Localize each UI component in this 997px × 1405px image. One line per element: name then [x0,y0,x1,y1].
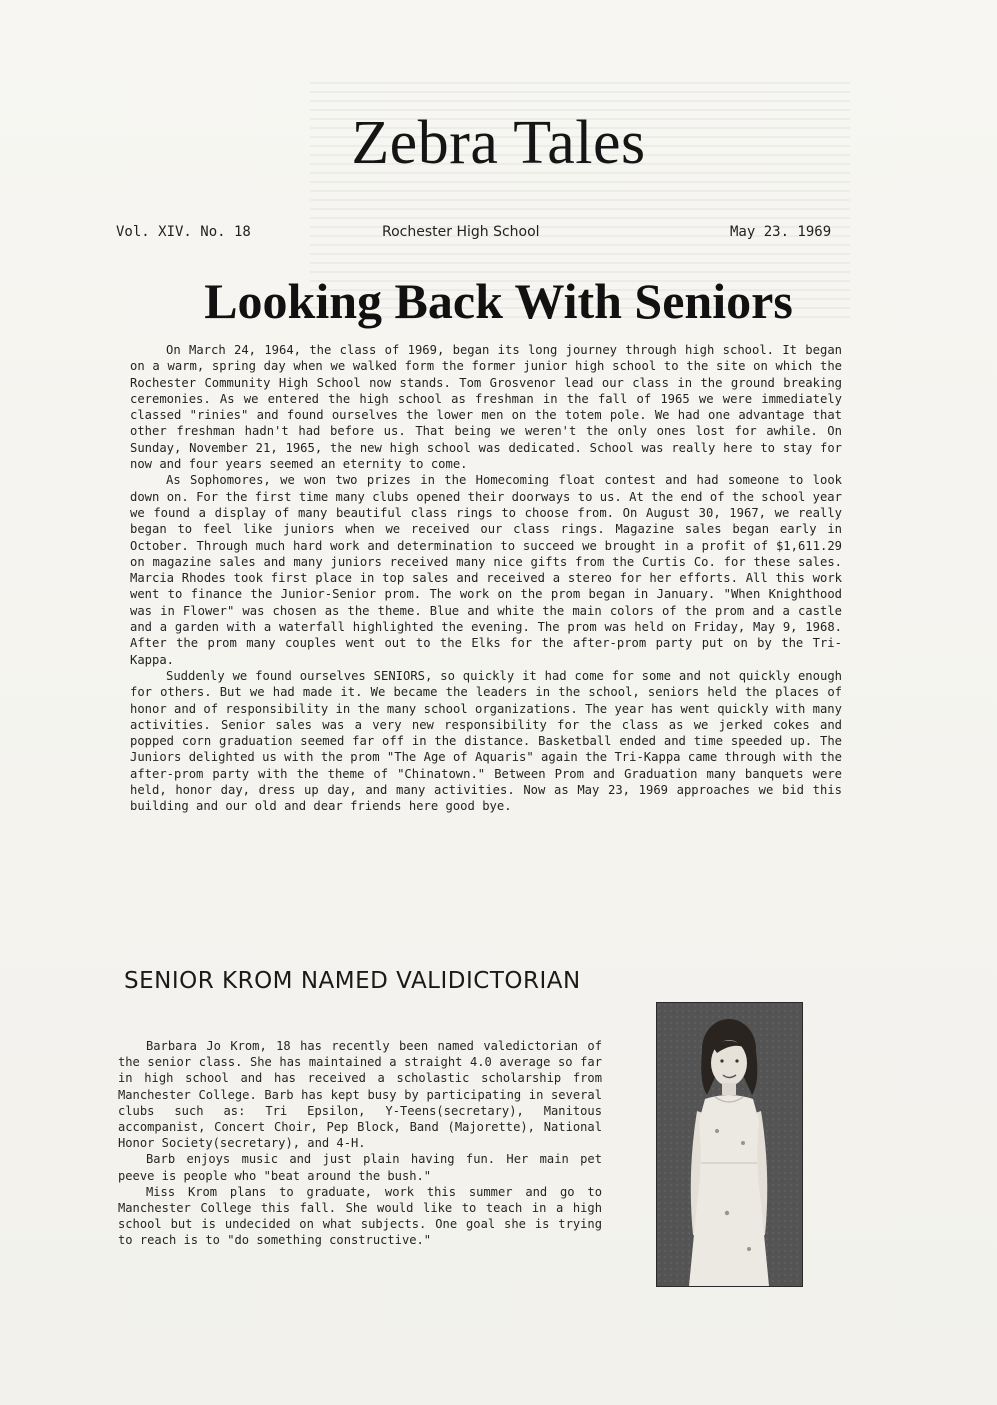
portrait-illustration [657,1003,802,1286]
lead-article-body [130,342,842,815]
article-paragraph: On March 24, 1964, the class of 1969, began its long journey through high school. It began on a warm, spring day when we walked form the former junior high school to the site on which the Rochester Community High School now stands. Tom Grosvenor lead our class in the ground breaking ceremonies. As we entered the high school as freshman in the fall of 1965 we were immediately classed "rinies" and found ourselves the lower men on the totem pole. We had one advantage that other freshman hadn't had before us. That being we weren't the only ones lost for awhile. On Sunday, November 21, 1965, the new high school was dedicated. School was really here to stay for now and four years seemed an eternity to come. [130,343,842,472]
masthead-title: Zebra Tales [351,109,646,177]
lead-headline: Looking Back With Seniors [204,273,793,329]
second-headline: SENIOR KROM NAMED VALIDICTORIAN [124,968,581,994]
article-paragraph: Suddenly we found ourselves SENIORS, so quickly it had come for some and not quickly enough for others. But we had made it. We became the leaders in the school, seniors held the places of honor and of responsibility in the many school organizations. The year has went quickly with many activities. Senior sales was a very new responsibility for the class as we jerked cokes and popped corn graduation seemed far off in the distance. Basketball ended and time speeded up. The Juniors delighted us with the prom "The Age of Aquaris" again the Tri-Kappa came through with the after-prom party with the theme of "Chinatown." Between Prom and Graduation many banquets were held, honor day, dress up day, and many activities. Now as May 23, 1969 approaches we bid this building and our old and dear friends here good bye. [130,668,842,814]
valedictorian-photo [656,1002,803,1287]
issue-info-line [0,224,997,248]
article-paragraph: Barb enjoys music and just plain having fun. Her main pet peeve is people who "beat around the bush." [118,1152,602,1183]
volume-number: Vol. XIV. No. 18 [116,224,251,240]
issue-date: May 23. 1969 [730,224,832,240]
school-name: Rochester High School [382,224,540,240]
article-paragraph: Miss Krom plans to graduate, work this summer and go to Manchester College this fall. She would like to teach in a high school but is undecided on what subjects. One goal she is trying to reach is to "do something constructive." [118,1184,602,1248]
article-paragraph: As Sophomores, we won two prizes in the Homecoming float contest and had someone to look down on. For the first time many clubs opened their doorways to us. At the end of the school year we found a display of many beautiful class rings to choose from. On August 30, 1967, we really began to feel like juniors when we received our class rings. Magazine sales began early in October. Through much hard work and determination to succeed we brought in a profit of $1,611.29 on magazine sales and many juniors received many nice gifts from the Curtis Co. for these sales. Marcia Rhodes took first place in top sales and received a stereo for her efforts. All this work went to finance the Junior-Senior prom. The work on the prom began in January. "When Knighthood was in Flower" was chosen as the theme. Blue and white the main colors of the prom and a castle and a garden with a waterfall highlighted the evening. The prom was held on Friday, May 9, 1968. After the prom many couples went out to the Elks for the after-prom party put on by the Tri-Kappa. [130,473,842,667]
valedictorian-article-body [118,1038,602,1249]
article-paragraph: Barbara Jo Krom, 18 has recently been named valedictorian of the senior class. She has maintained a straight 4.0 average so far in high school and has received a scholastic scholarship from Manchester College. Barb has kept busy by participating in several clubs such as: Tri Epsilon, Y-Teens(secretary), Manitous accompanist, Concert Choir, Pep Block, Band (Majorette), National Honor Society(secretary), and 4-H. [118,1039,602,1151]
